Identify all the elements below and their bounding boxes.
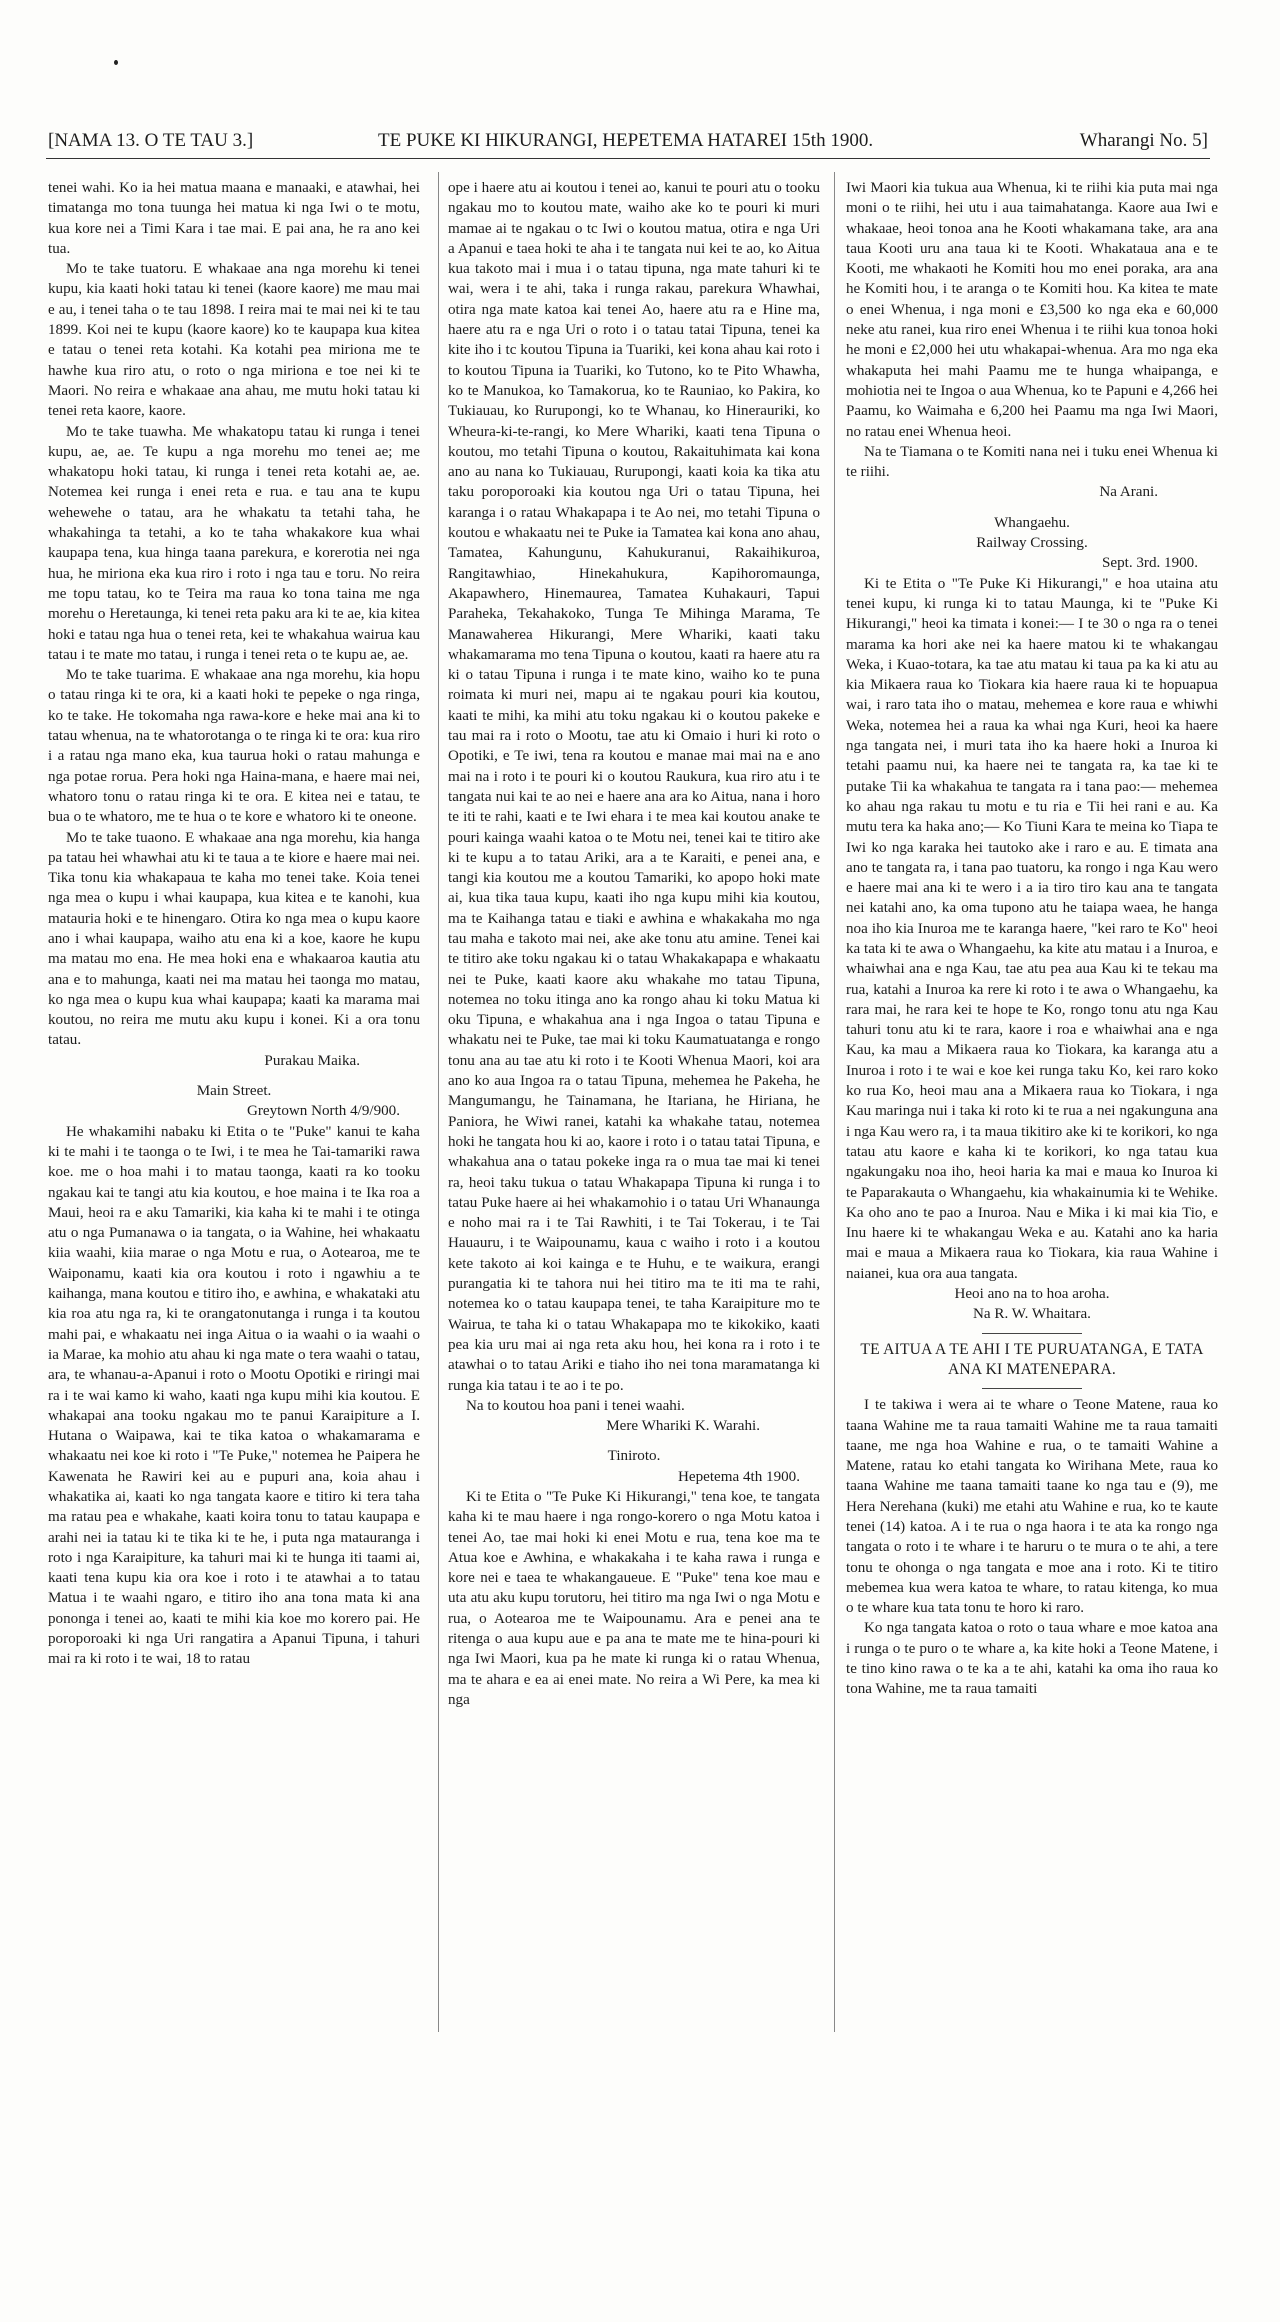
dateline-place: Main Street. (196, 1083, 272, 1100)
paragraph: I te takiwa i wera ai te whare o Teone Matene, raua ko taana Wahine me ta raua tamaiti Wahine me ta raua tamaiti taane, me nga hoa Wahine e rua, o te tamaiti Wahine a Matene, ratau ko etahi tangata ko Wirihana Mete, raua ko taana Wahine me taana tamaiti taane ko nga tau e (9), me Hera Nerehana (kuki) me etahi atu Wahine e rua, ko te kaute tenei (14) katoa. A i te rua o nga haora i te ata ka rongo nga tangata o roto i te whare i te haruru o te mura o te ahi, a tere tonu te ohonga o nga tangata e moe ana i roto. Ki te titiro mebemea kua wera katoa te whare, to ratau kitenga, ko mua o te whare kua tata tonu te horo ki raro. (846, 1397, 1218, 1617)
signature: Mere Whariki K. Warahi. (606, 1418, 760, 1435)
closing-line: Heoi ano na to hoa aroha. (954, 1286, 1110, 1303)
section-rule (982, 1333, 1082, 1334)
dateline-place: Whangaehu. (994, 514, 1070, 531)
signature: Na R. W. Whaitara. (973, 1306, 1091, 1323)
paragraph: Na te Tiamana o te Komiti nana nei i tuku enei Whenua ki te riihi. (846, 443, 1218, 481)
column-1 (48, 178, 420, 1670)
signature: Na Arani. (1099, 484, 1158, 501)
paragraph: ope i haere atu ai koutou i tenei ao, kanui te pouri atu o tooku ngakau mo to koutou mate, waiho ake ko te pouri ki muri mamae ai te ngakau o tc Iwi o koutou matua, otira e nga Uri a Apanui e taea hoki te aha i te tangata nui kei te ao, ko Aitua kua takoto mai i mua i o tatau tipuna, nga mate tahuri ki te wai, wera i te ahi, taka i runga rakau, parekura Whawhai, otira nga mate katoa kai tenei Ao, haere atu ra e Hine ma, haere atu ra e nga Uri o roto i o tatau tatai Tipuna, tenei ka kite iho i tc koutou Tipuna ia Tuariki, kei kona ahau kai roto i to koutou Tipuna ia Tuariki, ko Tutono, ko te Pito Whawha, ko te Manukoa, ko Tamakorua, ko te Rauniao, ko Pakira, ko Tukiauau, ko Rurupongi, ko te Whanau, ko Hinerauriki, ko Wheura-ki-te-rangi, ko Mere Whariki, kaati tena Tipuna o koutou, mo tetahi Tipuna o koutou, Rakaituhimata kai kona ano au nana ko Tukiauau, Rurupongi, kaati koia ka tika atu taku poroporoaki kia koutou nga Uri o tatau Tipuna, hei karanga i o ratau Whakapapa i te Ao nei, mo tetahi Tipuna o koutou e whakaatu nei te Puke ia Tamatea kai kona ano ahau, Tamatea, Kahungunu, Kahukuranui, Rakaihikuroa, Rangitawhiao, Hinekahukura, Kapihoromaunga, Akapawhero, Hinemaurea, Tamatea Kuhakauri, Tapui Paraheka, Tekahakoko, Tunga Te Mihinga Marama, Te Manawaherea Hikurangi, Mere Whariki, kaati taku whakamarama mo tena Tipuna o koutou, kaati ra haere atu ra ki o tatau Tipuna i runga i te mate kino, waiho ko te puna roimata ki muri nei, mapu ai te ngakau pouri kia koutou, kaati te mihi, ka mihi atu toku ngakau ki o koutou pakeke e tau mai ra i roto o Mootu, tae atu ki Omaio i huri ki roto o Opotiki, e Te iwi, tena ra koutou e manae mai mai na e ano mai na i roto i te pouri ki o koutou Raukura, kua riro atu i te tangata nui kai te ao nei e haere ana ara ko Aitua, nana i horo te iti te rahi, kaati e te Iwi ehara i te mea kai koutou anake te pouri kainga waahi katoa o te Motu nei, tenei kai te titiro ake ki te kupu a to tatau Ariki, ara a te Karaiti, e penei ana, e tangi kia koutou me a koutou Tamariki, ko apopo hoki mate ai, kua tika taua kupu, kaati iho nga kupu mihi kia koutou, ma te Kaihanga tatau e tiaki e awhina e whakakaha mo nga tau maha e takoto mai nei, ake ake tonu atu amine. Tenei kai te titiro ake toku ngakau ki o tatau Whakakapapa e whakaatu nei te Puke, kaati kaore aku whakahe mo tatau Tipuna, notemea no toku itinga ano ka rongo ahau ki toku Matua ki oku Tipuna, e whakahua ana i nga Ingoa o tatau Tipuna e whakatu nei te Puke, tae mai ki toku Kaumatuatanga e rongo tonu ana au tae atu ki roto i te Kooti Whenua Maori, koi ara ano ko aua Ingoa ra o tatau Tipuna, mehemea he Pakeha, he Mangumangu, he Tainamana, he Itariana, he Hiriana, he Paniora, he Wiwi ranei, katahi ka whakahe tatau, notemea hoki he tangata hou ki ao, kaore i roto i o tatau tatai Tipuna, e whakahua ana o tatau pokeke inga ra o mua tae mai ki tenei ra, heoi taku tukua o tatau Whakapapa Tipuna ki runga i to tatau Puke haere ai hei whakamohio i o tatau Uri Whanaunga e noho mai ra i te Tai Rawhiti, i te Tai Tokerau, i te Tai Hauauru, i te Waipounamu, kaua c waiho i roto i a koutou kete takoto ai koi kainga e te Huhu, e te waikura, erangi purangatia ki te tahora nui hei titiro ma te iti ma te rahi, notemea ko o tatau kaupapa tenei, te taha Karaipiture mo te Wairua, te taha ki o tatau Whakapapa mo te kikokiko, kaati pea kia uru mai ai nga reta aku hou, hei kona ra i roto i te atawhai o to tatau Ariki e tiaho iho nei tona maramatanga ki runga kia tatau i te ao i te po. (448, 180, 820, 1394)
paragraph: Mo te take tuawha. Me whakatopu tatau ki runga i tenei kupu, ae, ae. Te kupu a nga morehu mo tenei ae; me whakatopu hoki tatau, ki runga i tenei reta kotahi ae, ae. Notemea kei runga i enei reta e rua. e tau ana te kupu wehewehe o tatau, ara he whakatu ta tetahi taha, he whakahinga ta tetahi, a ko te taha whakakore kua whai kaupapa tena, kua hinga taana parekura, e korerotia nei nga hua, he miriona eka kua riro i roto i nga tau e toru. No reira me topu tatau, ko te Teira ma raua ko tona taina me nga morehu o Heretaunga, ki tenei reta paku ara ki te ae, kia kitea hoki e tatau nga hua o tenei reta, kei te whakahua wairua kau tatau i te mate mo tatau, i runga i tenei reta o te kupu ae, ae. (48, 423, 420, 663)
paragraph: Na to koutou hoa pani i tenei waahi. (466, 1397, 685, 1414)
paragraph: Mo te take tuarima. E whakaae ana nga morehu, kia hopu o tatau ringa ki te ora, ki a kaati hoki te pepeke o nga ringa, ko te take. He tokomaha nga rawa-kore e heke mai ana ki to tatau whenua, na te whatorotanga o te ringa ki te ora: kua riro i a ratau nga mano eka, kua taurua hoki o ratau mahunga e nga potae rorua. Pera hoki nga Haina-mana, e haere mai nei, whatoro tonu o ratau ringa ki te ora. E kitea nei e tatau, te bua o te whatoro, me te hua o te kore e whatoro ki te oneone. (48, 667, 420, 826)
column-divider-1 (438, 172, 439, 2032)
column-2 (448, 178, 820, 1710)
paragraph: Ko nga tangata katoa o roto o taua whare e moe katoa ana i runga o te puro o te whare a, ka kite hoki a Teone Matene, i te tino kino rawa o te ka a te ahi, katahi ka oma iho raua ko tona Wahine, me ta raua tamaiti (846, 1620, 1218, 1698)
issue-number: [NAMA 13. O TE TAU 3.] (48, 130, 254, 151)
dateline-date: Greytown North 4/9/900. (246, 1103, 400, 1120)
paragraph: Ki te Etita o "Te Puke Ki Hikurangi," e hoa utaina atu tenei kupu, ki runga ki to tatau Maunga, ki te "Puke Ki Hikurangi," heoi ka timata i konei:— I te 30 o nga ra o tenei marama ka hori ake nei ka haere matou ki te whakangau Weka, i Kuao-totara, ka tae atu matau ki taua pa ka ki atu au kia Mikaera raua ko Tiokara kia haere raua ki te hopuapua wai, i raro tata iho o matau, mehemea e kore raua e whiwhi Weka, notemea hei a raua ka whai nga Kuri, heoi ka haere nga tangata nei, i muri tata iho ka haere hoki a Inuroa ki tetahi paamu nui, ka haere nei te tangata ra, ka tae ki te putake Tii ka whakahua te tangata ra i tana pao:— mehemea ko ahau nga rakau tu motu e tu ria e Tii hei rani e au. Ka mutu tera ka haka ano;— Ko Tiuni Kara te meina ko Tiapa te Iwi ko nga karaka hei tautoko ake i raro e au. E timata ana ano te tangata ra, i tana pao tuatoru, ka rongo i nga Kau wero e haere mai ana ki te wero i a ia tiro tiro kau ana te tangata nei katahi ano, ka oma tupono atu he taiapa waea, he hanga noa iho kia Inuroa me te karanga haere, "kei raro te Ko" heoi ka tata ki te awa o Whangaehu, ka kite atu matau i a Inuroa, e whaiwhai ana e nga Kau, tae atu pea aua Kau ki te tekau ma rua, katahi a Inuroa ka rere ki roto i te awa o Whangaehu, ka rara mai, he rara kei te hope te Ko, rongo tonu atu nga Kau tahuri tonu atu ki te rara, kaore i roa e whaiwhai ana e nga Kau, ka mau a Mikaera raua ko Tiokara, ka karanga atu a Inuroa i roto i te wai e koe kei runga taku Ko, kei raro koko ko rua Ko, heoi mau ana a Mikaera raua ko Tiokara, i nga Kau maringa nui i taka ki roto ki te rua a nei ngakunguna ana i nga Kau wero ra, i ta maua tikitiro ake ki te korikori, ko nga tatau atu kaore e kaha ki te korikori, ko nga tatau kua ngakungaku noa iho, heoi haria ka mai e maua ko Inuroa ki te Paparakauta o Whangaehu, kia whakainumia ki te Wehike. Ka oho ano te pao a Inuroa. Nau e Mika i ki mai kia Tio, e Inu haere ki te whakangau Weka e au. Katahi ano ka haria mai e maua a Mikaera raua ko Tiokara, kia raua Wahine i naianei, kua ora aua tangata. (846, 575, 1218, 1282)
paragraph: Iwi Maori kia tukua aua Whenua, ki te riihi kia puta mai nga moni o te riihi, hei utu i aua taimahatanga. Kaore aua Iwi e whakaae, heoi tonoa ana he Kooti whakamana take, ara ana taua Kooti uru ana taua ki te Kooti. Whakataua ana e te Kooti, me whakaoti he Komiti hou mo enei poraka, ara ana he Komiti hou, i te aranga o te Komiti hou. Ka kitea te mate o enei Whenua, i nga moni e £3,500 ko nga eka e 60,000 neke atu ranei, kua riro enei Whenua i te riihi kua tonoa hoki he moni e £2,000 hei utu whakapai-whenua. Ara mo nga eka whakaputa hei mahi Paamu me te hunga whaipanga, e mohiotia nei te Ingoa o aua Whenua, ko te Papuni e 4,266 hei Paamu, ko Waimaha e 6,200 hei Paamu ma nga Iwi Maori, no ratau enei Whenua heoi. (846, 180, 1218, 440)
paragraph: Mo te take tuaono. E whakaae ana nga morehu, kia hanga pa tatau hei whawhai atu ki te taua a te kiore e haere mai nei. Tika tonu kia whakapaua te kaha mo tenei take. Koia tenei nga mea o kupu i whai kaupapa, kua kitea e te kanohi, kua matauria hoki e te hinengaro. Otira ko nga mea o kupu kaore ano i whai kaupapa, waiho atu ena ki a koe, kaore he kupu ma matau mo ena. He mea hoki ena e whakaaroa kautia atu ana e to mahunga, kaati nei ma matau hei taonga mo matau, ko nga mea o kupu kua whai kaupapa; kaati ka marama mai koutou, no reira me mutu aku kupu i konei. Ki a ora tonu tatau. (48, 829, 420, 1049)
ink-speck (114, 60, 118, 65)
paragraph: He whakamihi nabaku ki Etita o te "Puke" kanui te kaha ki te mahi i te taonga o te Iwi, i te mea he Tai-tamariki rawa koe. me o hoa mahi i to matau taonga, kaati ra ko tooku ngakau kai te tangi atu kia koutou, e hoe maina i te Ika roa a Maui, heoi ra e aku Tamariki, kia kaha ki te mahi i te otinga atu o nga Pumanawa o ia tangata, o ia Wahine, hei whakaatu kiia waahi, kiia marae o nga Motu e rua, o Aotearoa, me te Waiponamu, kaati kia ora koutou i roto i ngawhiu a te kaihanga, mana koutou e titiro iho, e awhina, e whakataki atu kia roa atu nga ra, ki te orangatonutanga i runga i ta koutou mahi pai, e whakaatu nei inga Aitua o ia waahi o ia waahi o ia Marae, ka mohio atu ahau ki nga mate o tera waahi o tatau, ara, te whanau-a-Apanui i roto o Mootu Opotiki e riringi mai ra i te wai kamo ki waho, kaati nga kupu mihi kia koutou. E whakapai ana tooku ngakau mo te panui Karaipiture a I. Hutana o Waipawa, kai te tika katoa o whakamarama e whakaatu nei koe ki roto i "Te Puke," notemea he Paipera he Kawenata he Rawiri kei au e pupuri ana, koia ahau i whakatika ai, kaati ko nga tangata kaore e titiro ki tera taha ma ratau pea e whakahe, kaati koira tonu to tatau kaupapa e arahi nei ia tatau ki te tika ki te he, i puta nga matauranga i roto i nga Karaipiture, ka tahuri mai ki te hunga iti taami ai, kaati tena kupu kia ora koe i roto i te atawhai a to tatau Matua i te waahi ngaro, e titiro iho ana tona mata ki ana pononga i tenei ao, kaati te mihi kia koe mo korero pai. He poroporoaki ki nga Uri rangatira a Apanui Tipuna, i tahuri mai ra ki roto i te wai, 18 to ratau (48, 1123, 420, 1668)
column-divider-2 (834, 172, 835, 2032)
page-header (48, 130, 1208, 156)
dateline-date: Hepetema 4th 1900. (678, 1468, 800, 1485)
paragraph: Mo te take tuatoru. E whakaae ana nga morehu ki tenei kupu, kia kaati hoki tatau ki tenei (kaore kaore) me mau mai e au, i tenei taha o te tau 1898. I reira mai te mai nei ki te tau 1899. Koi nei te kupu (kaore kaore) ko te kaupapa kua kitea e tatau o tenei reta kotahi. Ka kotahi pea miriona me te hawhe kua riro atu, o roto o nga miriona e toe nei ki te Maori. No reira e whakaae ana ahau, me mutu hoki tatau ki tenei reta kaore, kaore. (48, 261, 420, 420)
page-number: Wharangi No. 5] (1079, 130, 1208, 151)
signature: Purakau Maika. (264, 1052, 360, 1069)
section-rule (982, 1388, 1082, 1389)
paragraph: Ki te Etita o "Te Puke Ki Hikurangi," tena koe, te tangata kaha ki te mau haere i nga rongo-korero o nga Motu katoa i tenei Ao, tae mai hoki ki enei Motu e rua, tena koe ma te Atua koe e Awhina, e whakakaha i te kaha rawa i runga e kore nei e taea te whakangaueue. E "Puke" tena koe mau e uta atu aku kupu torutoru, hei titiro ma nga Iwi o nga Motu e rua, o Aotearoa me te Waipounamu. Ara e penei ana te ritenga o aua kupu aue e pa ana te mate me te hina-pouri ki nga Iwi Maori, kua pa he mate ki runga ki o ratau Whenua, ma te ahara e ea ai enei mate. No reira a Wi Pere, ka mea ki nga (448, 1489, 820, 1708)
dateline-place: Tiniroto. (607, 1448, 661, 1465)
header-rule (46, 158, 1210, 159)
article-headline: TE AITUA A TE AHI I TE PURUATANGA, E TATA ANA KI MATENEPARA. (860, 1340, 1204, 1378)
dateline-subplace: Railway Crossing. (976, 535, 1088, 552)
column-3 (846, 178, 1218, 1700)
masthead-title: TE PUKE KI HIKURANGI, HEPETEMA HATAREI 15th 1900. (378, 130, 874, 151)
paragraph: tenei wahi. Ko ia hei matua maana e manaaki, e atawhai, hei timatanga mo tona tuunga hei matua ki nga Iwi o te motu, kua kore nei a Timi Kara i tae mai. E pai ana, he ra ano kei tua. (48, 180, 420, 257)
dateline-date: Sept. 3rd. 1900. (1101, 555, 1198, 572)
